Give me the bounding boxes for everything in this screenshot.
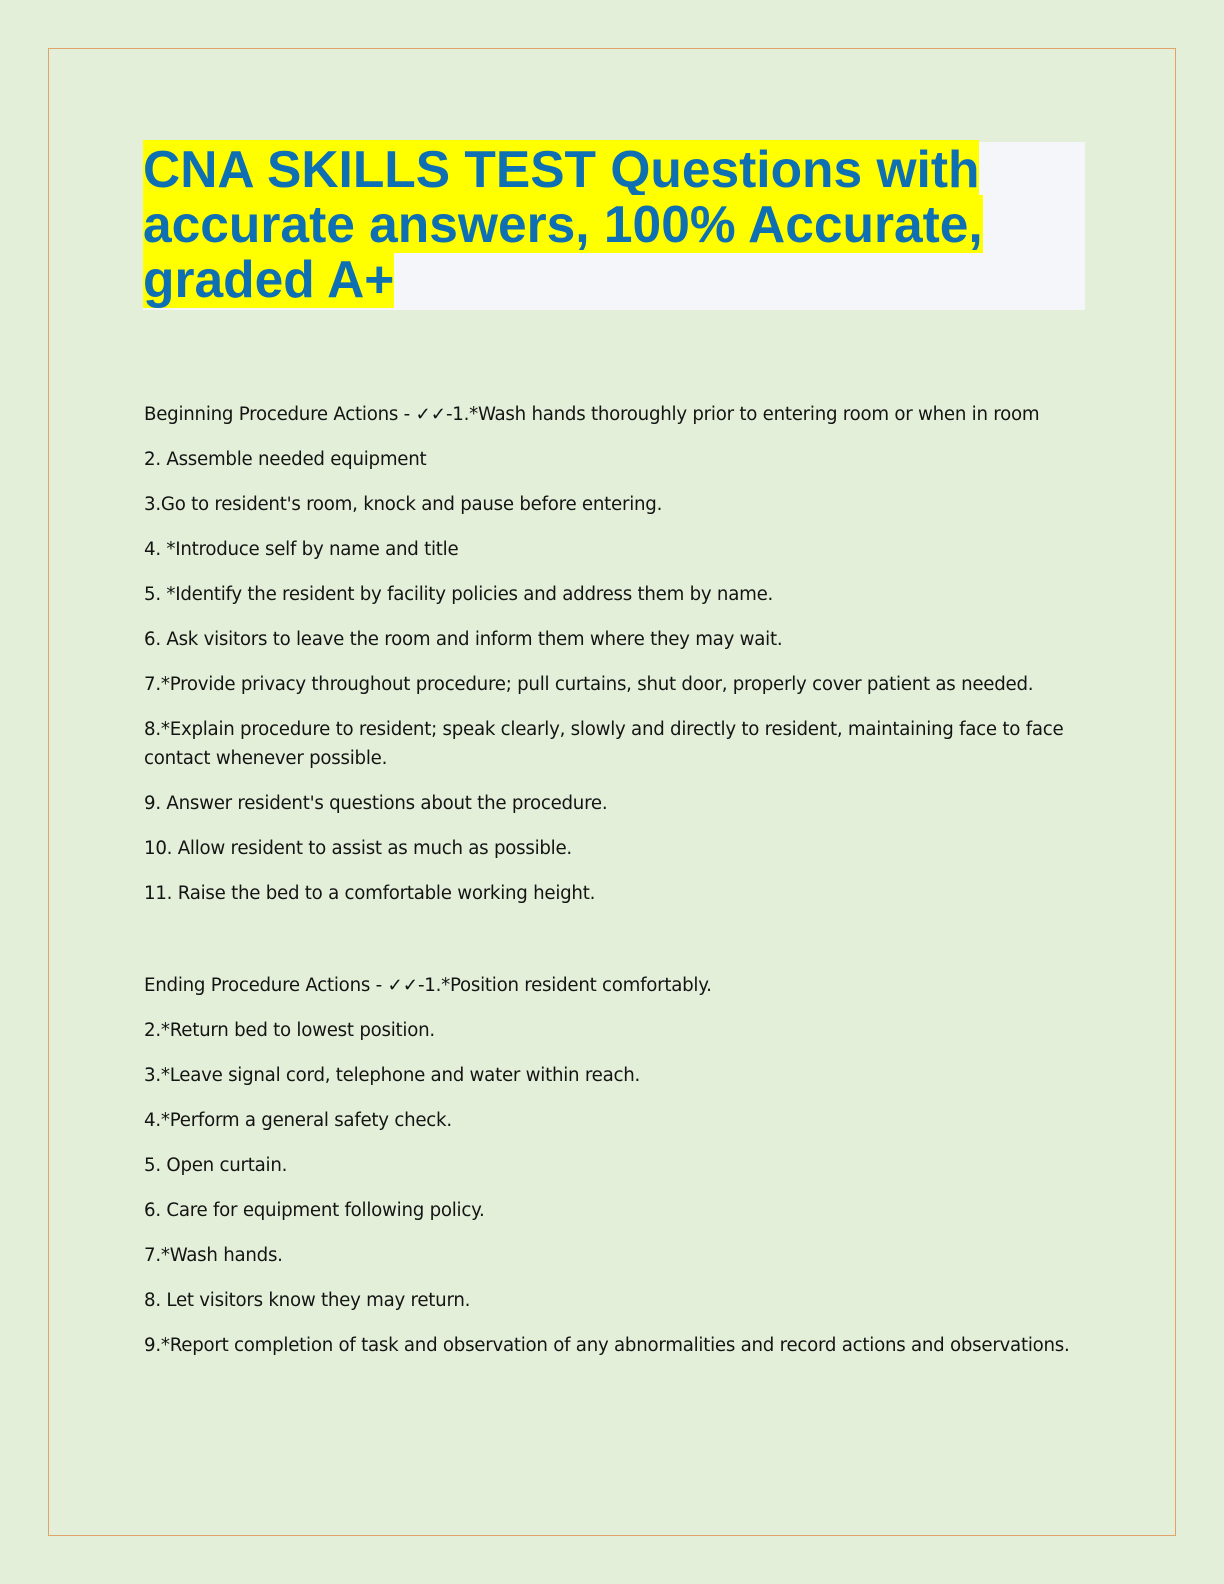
section-ending-procedure	[144, 971, 1084, 1360]
step-item: 7.*Provide privacy throughout procedure; pull curtains, shut door, properly cover patient as needed.	[144, 674, 1034, 695]
double-check-icon: ✓✓	[387, 975, 418, 996]
step-item: 3.*Leave signal cord, telephone and water within reach.	[144, 1065, 641, 1086]
double-check-icon: ✓✓	[415, 404, 446, 425]
section-heading-paragraph	[144, 971, 1084, 1000]
step-item: 5. Open curtain.	[144, 1155, 288, 1176]
section-heading: Ending Procedure Actions -	[144, 975, 388, 996]
step-item: 2.*Return bed to lowest position.	[144, 1020, 435, 1041]
step-item: 8. Let visitors know they may return.	[144, 1290, 471, 1311]
step-item: 2. Assemble needed equipment	[144, 449, 427, 470]
step-item: 3.Go to resident's room, knock and pause before entering.	[144, 494, 663, 515]
step-item: 6. Care for equipment following policy.	[144, 1200, 485, 1221]
document-title	[143, 142, 1085, 307]
step-item: 10. Allow resident to assist as much as possible.	[144, 838, 572, 859]
title-block	[143, 142, 1085, 310]
section-heading: Beginning Procedure Actions -	[144, 404, 416, 425]
section-heading-paragraph	[144, 400, 1084, 429]
section-beginning-procedure	[144, 400, 1084, 908]
step-item: 4.*Perform a general safety check.	[144, 1110, 452, 1131]
first-step: -1.*Wash hands thoroughly prior to entering room or when in room	[445, 404, 1040, 425]
step-item: 9.*Report completion of task and observation of any abnormalities and record actions and observations.	[144, 1335, 1070, 1356]
step-item: 7.*Wash hands.	[144, 1245, 283, 1266]
section-spacer	[144, 924, 1084, 971]
step-item: 8.*Explain procedure to resident; speak clearly, slowly and directly to resident, maintaining face to face contact whenever possible.	[144, 719, 1064, 769]
step-item: 4. *Introduce self by name and title	[144, 539, 459, 560]
step-item: 6. Ask visitors to leave the room and inform them where they may wait.	[144, 629, 783, 650]
step-item: 9. Answer resident's questions about the procedure.	[144, 793, 608, 814]
step-item: 11. Raise the bed to a comfortable working height.	[144, 883, 596, 904]
title-highlight: CNA SKILLS TEST Questions with accurate answers, 100% Accurate, graded A+	[143, 140, 983, 308]
step-item: 5. *Identify the resident by facility policies and address them by name.	[144, 584, 774, 605]
first-step: -1.*Position resident comfortably.	[417, 975, 712, 996]
document-body	[144, 400, 1084, 1376]
